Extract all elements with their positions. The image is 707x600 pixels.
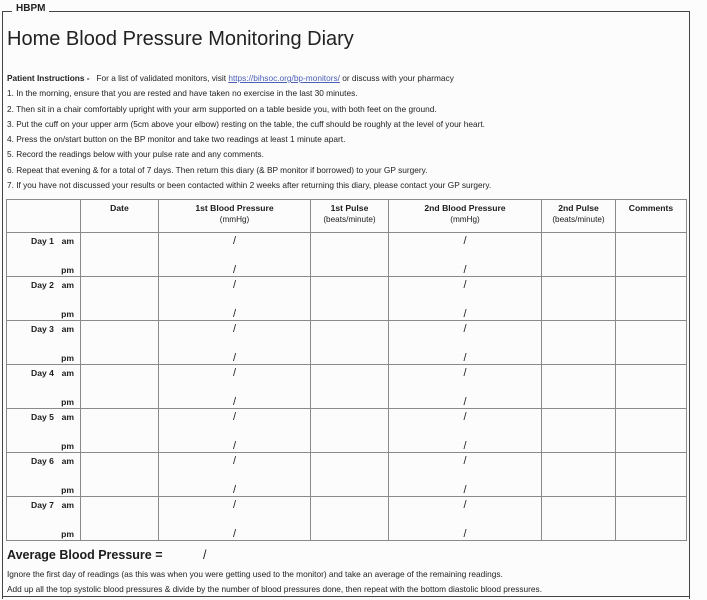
column-header-unit: (beats/minute) — [552, 215, 605, 224]
date-cell[interactable] — [81, 233, 159, 277]
day-cell — [7, 233, 81, 277]
bp2-cell[interactable] — [389, 497, 542, 541]
date-cell[interactable] — [81, 321, 159, 365]
bp-diary-table — [6, 199, 687, 541]
average-bp-separator: / — [203, 548, 207, 562]
pulse2-cell[interactable] — [542, 409, 616, 453]
day-cell — [7, 365, 81, 409]
bp-slash: / — [232, 264, 237, 276]
table-body — [7, 233, 687, 541]
bp-slash: / — [232, 528, 237, 540]
bp-slash: / — [463, 352, 467, 364]
comments-cell[interactable] — [616, 453, 687, 497]
date-cell[interactable] — [81, 453, 159, 497]
form-tag: HBPM — [12, 3, 49, 14]
patient-instructions — [7, 71, 491, 193]
pm-label: pm — [61, 529, 74, 539]
table-row — [7, 453, 687, 497]
comments-cell[interactable] — [616, 365, 687, 409]
column-header — [616, 200, 687, 233]
instructions-intro-text: For a list of validated monitors, visit — [96, 73, 227, 83]
pm-label: pm — [61, 353, 74, 363]
date-cell[interactable] — [81, 409, 159, 453]
day-label: Day 4 — [31, 368, 54, 378]
am-label: am — [61, 368, 74, 378]
pulse1-cell[interactable] — [311, 365, 389, 409]
pulse2-cell[interactable] — [542, 497, 616, 541]
date-cell[interactable] — [81, 497, 159, 541]
table-row — [7, 233, 687, 277]
bp-slash: / — [463, 279, 467, 291]
bp-slash: / — [463, 499, 467, 511]
bp2-cell[interactable] — [389, 409, 542, 453]
bp2-cell[interactable] — [389, 321, 542, 365]
column-header — [7, 200, 81, 233]
day-label: Day 1 — [31, 236, 54, 246]
column-header-label: 2nd Pulse — [558, 203, 599, 213]
bp1-cell[interactable] — [159, 497, 311, 541]
column-header-label: 1st Pulse — [330, 203, 369, 213]
instruction-step: 1. In the morning, ensure that you are rested and have taken no exercise in the last 30 minutes. — [7, 88, 358, 99]
column-header-unit: (mmHg) — [219, 215, 250, 224]
page-title: Home Blood Pressure Monitoring Diary — [7, 28, 354, 50]
bp2-cell[interactable] — [389, 233, 542, 277]
bp-slash: / — [232, 484, 237, 496]
bp-slash: / — [232, 440, 237, 452]
instruction-step: 3. Put the cuff on your upper arm (5cm above your elbow) resting on the table, the cuff should be roughly at the level of your heart. — [7, 118, 485, 129]
bp-slash: / — [463, 528, 467, 540]
date-cell[interactable] — [81, 277, 159, 321]
day-cell — [7, 409, 81, 453]
am-label: am — [61, 324, 74, 334]
am-label: am — [61, 456, 74, 466]
column-header-unit: (mmHg) — [450, 215, 480, 224]
pulse2-cell[interactable] — [542, 277, 616, 321]
pm-label: pm — [61, 265, 74, 275]
bottom-rule — [2, 596, 690, 597]
day-label: Day 6 — [31, 456, 54, 466]
pulse2-cell[interactable] — [542, 233, 616, 277]
bp1-cell[interactable] — [159, 365, 311, 409]
average-note-1: Ignore the first day of readings (as this was when you were getting used to the monitor) and take an average of the remaining readings. — [7, 569, 503, 579]
bp-slash: / — [232, 323, 237, 335]
bp-slash: / — [232, 367, 237, 379]
pulse2-cell[interactable] — [542, 321, 616, 365]
bp-slash: / — [463, 455, 467, 467]
average-bp-line — [7, 548, 207, 562]
instructions-intro — [7, 71, 491, 86]
instruction-step: 4. Press the on/start button on the BP monitor and take two readings at least 1 minute apart. — [7, 134, 346, 145]
column-header-unit: (beats/minute) — [323, 215, 376, 224]
column-header — [159, 200, 311, 233]
bp-slash: / — [463, 308, 467, 320]
bp1-cell[interactable] — [159, 453, 311, 497]
bp-slash: / — [463, 367, 467, 379]
average-note-2: Add up all the top systolic blood pressures & divide by the number of blood pressures done, then repeat with the bottom diastolic blood pressures. — [7, 584, 542, 594]
bp-slash: / — [463, 396, 467, 408]
day-cell — [7, 497, 81, 541]
bp-slash: / — [232, 308, 237, 320]
bp-slash: / — [232, 455, 237, 467]
validated-monitors-link[interactable]: https://bihsoc.org/bp-monitors/ — [228, 73, 340, 83]
column-header — [311, 200, 389, 233]
bp-slash: / — [232, 499, 237, 511]
bp-slash: / — [232, 279, 237, 291]
table-row — [7, 321, 687, 365]
instructions-intro-tail: or discuss with your pharmacy — [342, 73, 454, 83]
instruction-steps — [7, 86, 491, 193]
am-label: am — [61, 500, 74, 510]
bp-slash: / — [232, 352, 237, 364]
date-cell[interactable] — [81, 365, 159, 409]
bp-slash: / — [463, 484, 467, 496]
comments-cell[interactable] — [616, 321, 687, 365]
am-label: am — [61, 236, 74, 246]
pm-label: pm — [61, 441, 74, 451]
table-row — [7, 409, 687, 453]
pulse1-cell[interactable] — [311, 277, 389, 321]
bp2-cell[interactable] — [389, 365, 542, 409]
bp-slash: / — [232, 411, 237, 423]
instruction-step: 2. Then sit in a chair comfortably upright with your arm supported on a table beside you, with both feet on the ground. — [7, 103, 437, 114]
column-header — [81, 200, 159, 233]
instruction-step: 6. Repeat that evening & for a total of 7 days. Then return this diary (& BP monitor if borrowed) to your GP surgery. — [7, 164, 428, 175]
am-label: am — [61, 280, 74, 290]
column-header-label: Comments — [628, 203, 674, 213]
pm-label: pm — [61, 397, 74, 407]
day-cell — [7, 453, 81, 497]
comments-cell[interactable] — [616, 497, 687, 541]
bp2-cell[interactable] — [389, 277, 542, 321]
bp-slash: / — [463, 323, 467, 335]
bp1-cell[interactable] — [159, 233, 311, 277]
pulse2-cell[interactable] — [542, 365, 616, 409]
bp-slash: / — [463, 235, 467, 247]
bp1-cell[interactable] — [159, 321, 311, 365]
bp-slash: / — [463, 411, 467, 423]
table-header-row — [7, 200, 687, 233]
bp-slash: / — [232, 396, 237, 408]
instruction-step: 7. If you have not discussed your results or been contacted within 2 weeks after returning this diary, please contact your GP surgery. — [7, 180, 492, 191]
pulse1-cell[interactable] — [311, 233, 389, 277]
am-label: am — [61, 412, 74, 422]
table-row — [7, 497, 687, 541]
table-row — [7, 365, 687, 409]
bp1-cell[interactable] — [159, 277, 311, 321]
table-row — [7, 277, 687, 321]
comments-cell[interactable] — [616, 409, 687, 453]
day-label: Day 3 — [31, 324, 54, 334]
bp1-cell[interactable] — [159, 409, 311, 453]
day-cell — [7, 277, 81, 321]
pm-label: pm — [61, 485, 74, 495]
column-header-label: 1st Blood Pressure — [195, 203, 274, 213]
column-header — [542, 200, 616, 233]
pulse2-cell[interactable] — [542, 453, 616, 497]
day-label: Day 7 — [31, 500, 54, 510]
day-cell — [7, 321, 81, 365]
column-header — [389, 200, 542, 233]
bp-slash: / — [463, 440, 467, 452]
bp2-cell[interactable] — [389, 453, 542, 497]
instructions-heading: Patient Instructions - — [7, 73, 90, 83]
pm-label: pm — [61, 309, 74, 319]
pulse1-cell[interactable] — [311, 453, 389, 497]
average-bp-label: Average Blood Pressure = — [7, 548, 163, 562]
instruction-step: 5. Record the readings below with your pulse rate and any comments. — [7, 149, 264, 160]
bp-slash: / — [463, 264, 467, 276]
day-label: Day 5 — [31, 412, 54, 422]
column-header-label: Date — [110, 203, 129, 213]
day-label: Day 2 — [31, 280, 54, 290]
pulse1-cell[interactable] — [311, 321, 389, 365]
pulse1-cell[interactable] — [311, 409, 389, 453]
comments-cell[interactable] — [616, 233, 687, 277]
column-header-label: 2nd Blood Pressure — [424, 203, 506, 213]
comments-cell[interactable] — [616, 277, 687, 321]
bp-slash: / — [232, 235, 237, 247]
pulse1-cell[interactable] — [311, 497, 389, 541]
